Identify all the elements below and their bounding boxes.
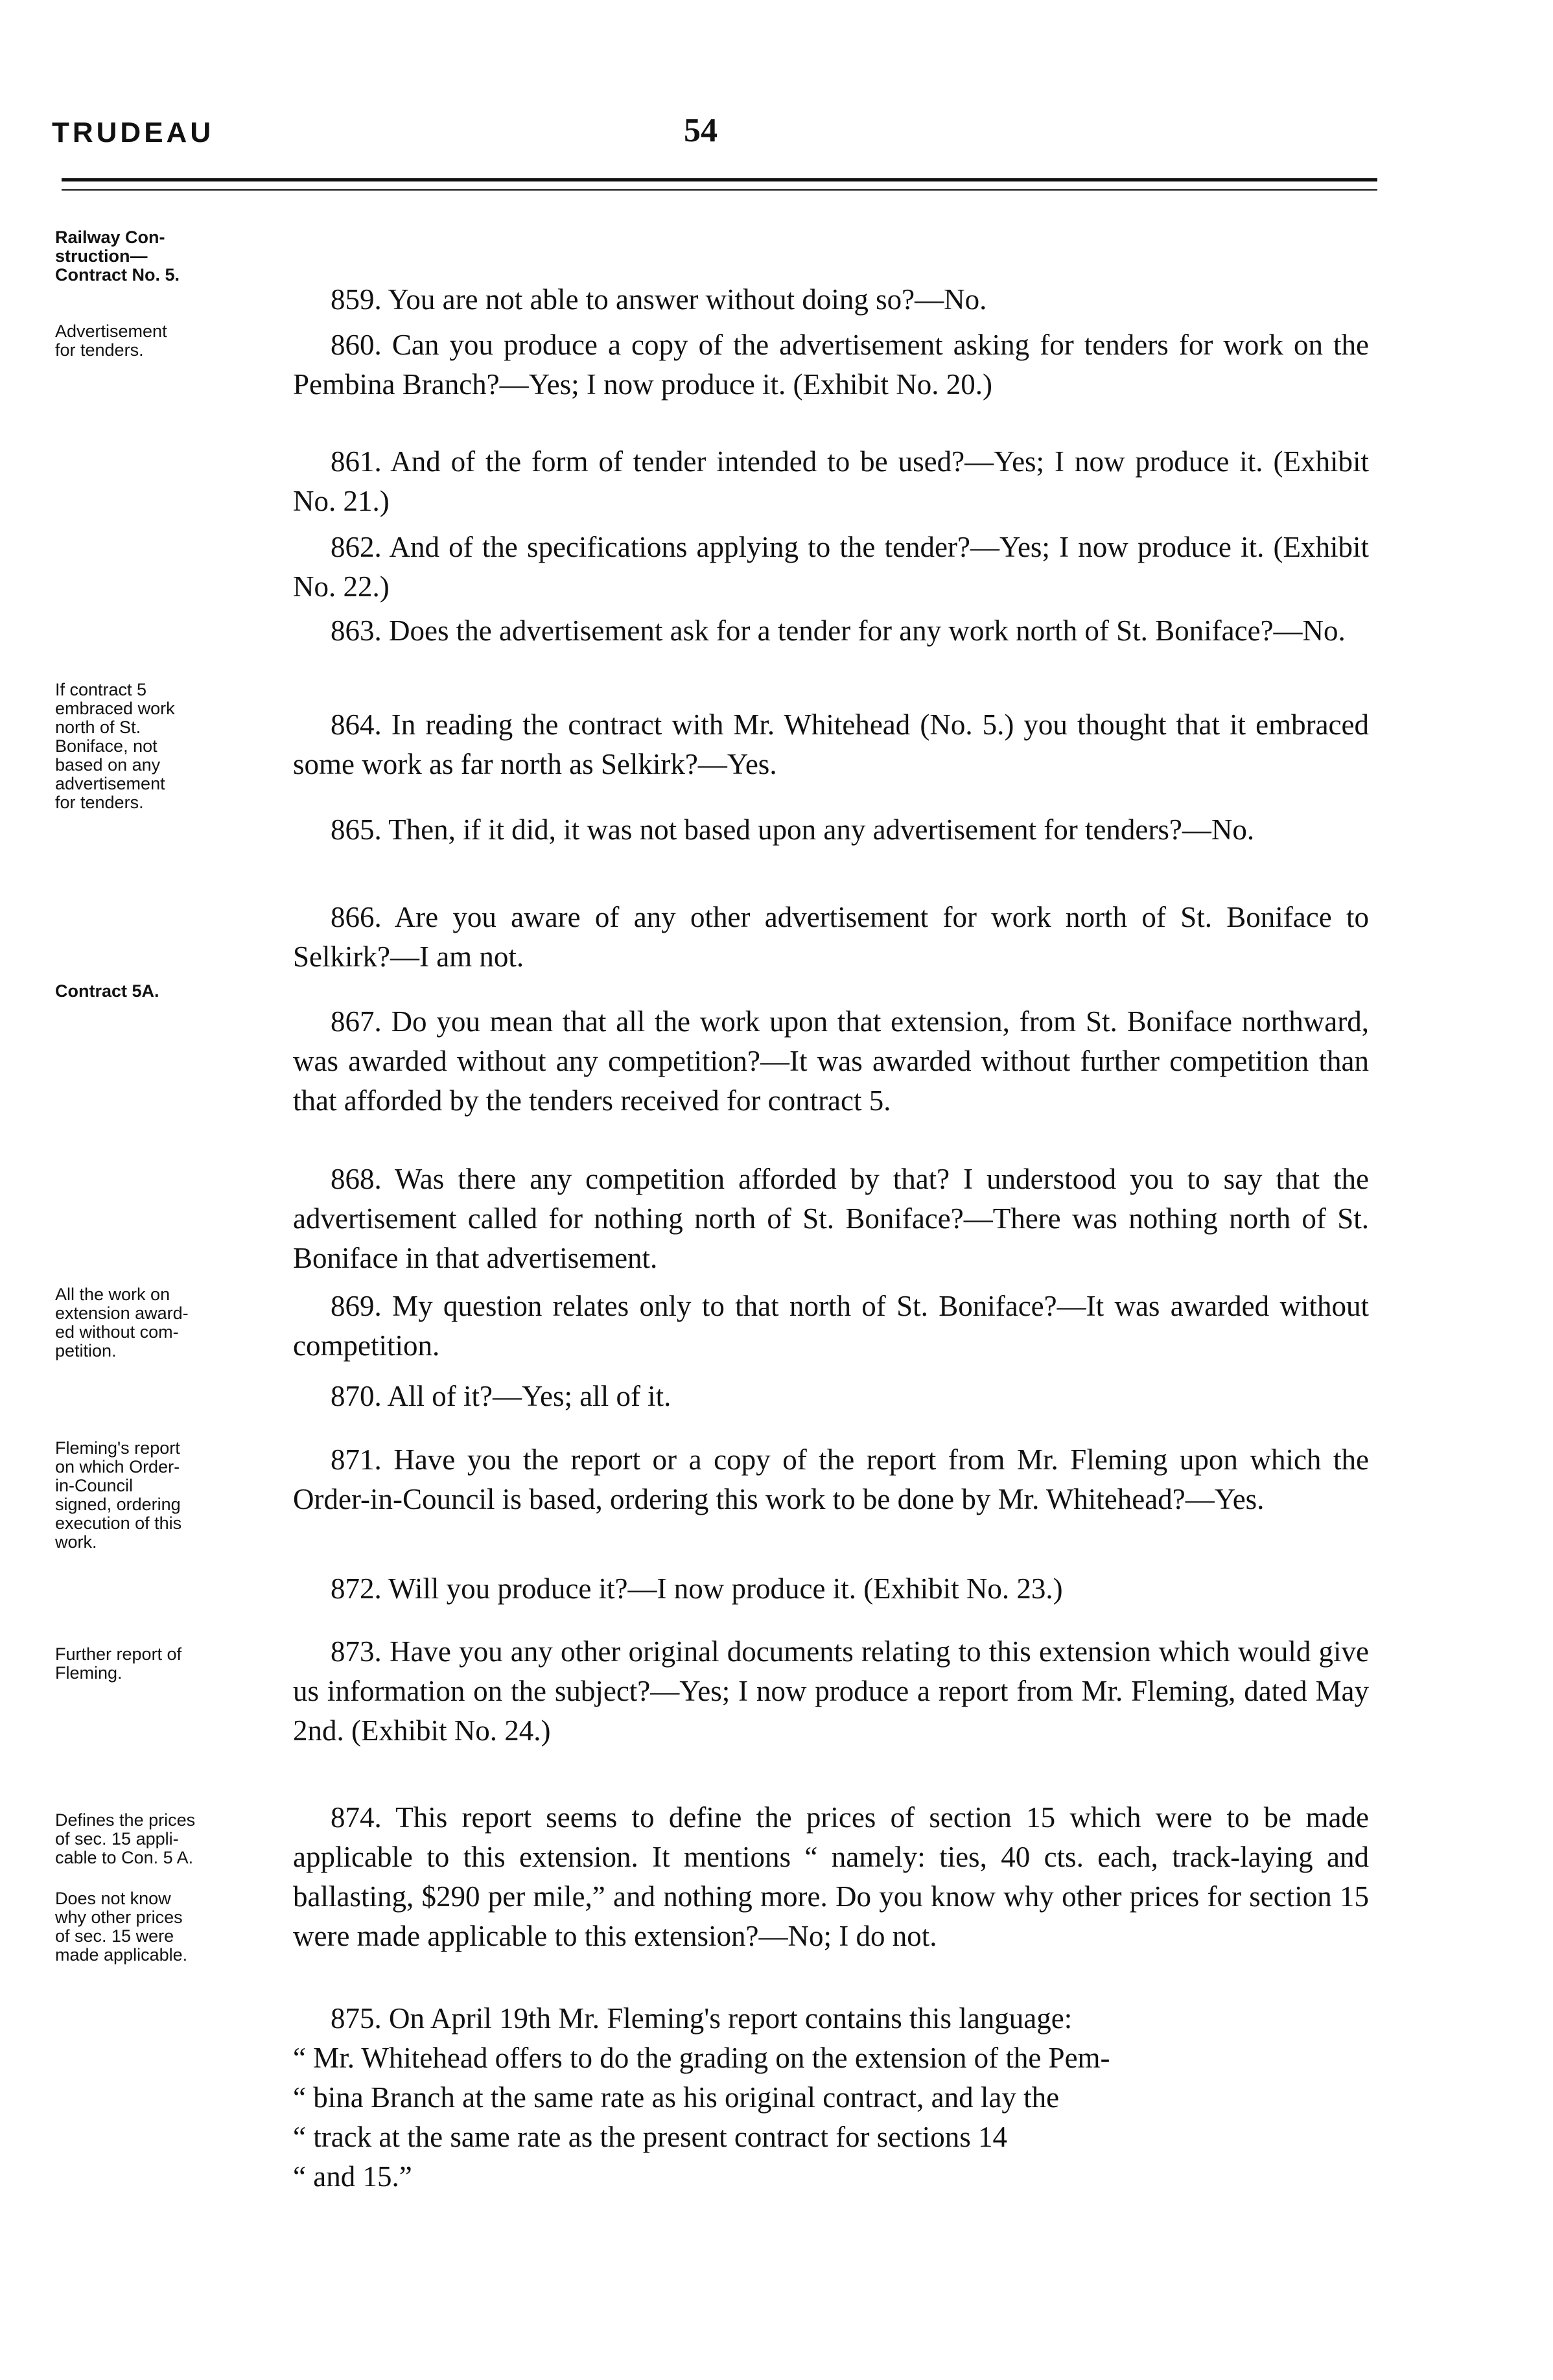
question-860: 860. Can you produce a copy of the advertisement asking for tenders for work on the Pembina Branch?—Yes; I now produce it. (Exhibit No. 20.) (293, 329, 1369, 401)
margin-note-fleming-report: Fleming's report on which Order- in-Council signed, ordering execution of this work. (55, 1438, 182, 1552)
margin-note-contract-5-north: If contract 5 embraced work north of St. Boniface, not based on any advertisement for tenders. (55, 680, 175, 812)
question-875: 875. On April 19th Mr. Fleming's report contains this language: “ Mr. Whitehead offers to do the grading on the extension of the Pem- “ bina Branch at the same rate as his original contract, and lay the “ track at the same rate as the present contract for sections 14 “ and 15.” (293, 2002, 1110, 2193)
header-rule-thin (62, 189, 1377, 191)
question-873: 873. Have you any other original documents relating to this extension which would give us information on the subject?—Yes; I now produce a report from Mr. Fleming, dated May 2nd. (Exhibit No. 24.) (293, 1635, 1369, 1747)
margin-note-does-not-know: Does not know why other prices of sec. 15 were made applicable. (55, 1889, 188, 1965)
page-number: 54 (684, 112, 718, 149)
question-859: 859. You are not able to answer without doing so?—No. (331, 283, 987, 316)
question-870: 870. All of it?—Yes; all of it. (331, 1380, 671, 1412)
margin-note-defines-prices: Defines the prices of sec. 15 appli- cable to Con. 5 A. (55, 1810, 196, 1867)
question-864: 864. In reading the contract with Mr. Whitehead (No. 5.) you thought that it embraced some work as far north as Selkirk?—Yes. (293, 708, 1369, 780)
question-866: 866. Are you aware of any other advertisement for work north of St. Boniface to Selkirk?—I am not. (293, 901, 1369, 973)
question-861: 861. And of the form of tender intended to be used?—Yes; I now produce it. (Exhibit No. 21.) (293, 445, 1369, 517)
margin-note-contract-5a: Contract 5A. (55, 981, 159, 1001)
header-rule-thick (62, 178, 1377, 181)
question-871: 871. Have you the report or a copy of the report from Mr. Fleming upon which the Order-in-Council is based, ordering this work to be done by Mr. Whitehead?—Yes. (293, 1443, 1369, 1515)
margin-note-railway-construction: Railway Con- struction— Contract No. 5. (55, 228, 180, 285)
running-head-title: TRUDEAU (52, 117, 215, 148)
question-869: 869. My question relates only to that north of St. Boniface?—It was awarded without competition. (293, 1290, 1369, 1362)
margin-note-advertisement: Advertisement for tenders. (55, 321, 167, 360)
question-868: 868. Was there any competition afforded by that? I understood you to say that the advertisement called for nothing north of St. Boniface?—There was nothing north of St. Boniface in that advertisement. (293, 1163, 1369, 1274)
question-862: 862. And of the specifications applying to the tender?—Yes; I now produce it. (Exhibit No. 22.) (293, 531, 1369, 603)
question-867: 867. Do you mean that all the work upon that extension, from St. Boniface northward, was awarded without any competition?—It was awarded without further competition than that afforded by the tenders received for contract 5. (293, 1005, 1369, 1117)
margin-note-awarded-without-competition: All the work on extension award- ed without com- petition. (55, 1285, 189, 1360)
margin-note-further-report: Further report of Fleming. (55, 1644, 182, 1683)
question-872: 872. Will you produce it?—I now produce it. (Exhibit No. 23.) (331, 1572, 1063, 1605)
question-863: 863. Does the advertisement ask for a tender for any work north of St. Boniface?—No. (331, 614, 1346, 647)
question-874: 874. This report seems to define the prices of section 15 which were to be made applicable to this extension. It mentions “ namely: ties, 40 cts. each, track-laying and ballasting, $290 per mile,” and nothing more. Do you know why other prices for section 15 were made applicable to this extension?—No; I do not. (293, 1801, 1369, 1952)
question-865: 865. Then, if it did, it was not based upon any advertisement for tenders?—No. (331, 813, 1255, 846)
